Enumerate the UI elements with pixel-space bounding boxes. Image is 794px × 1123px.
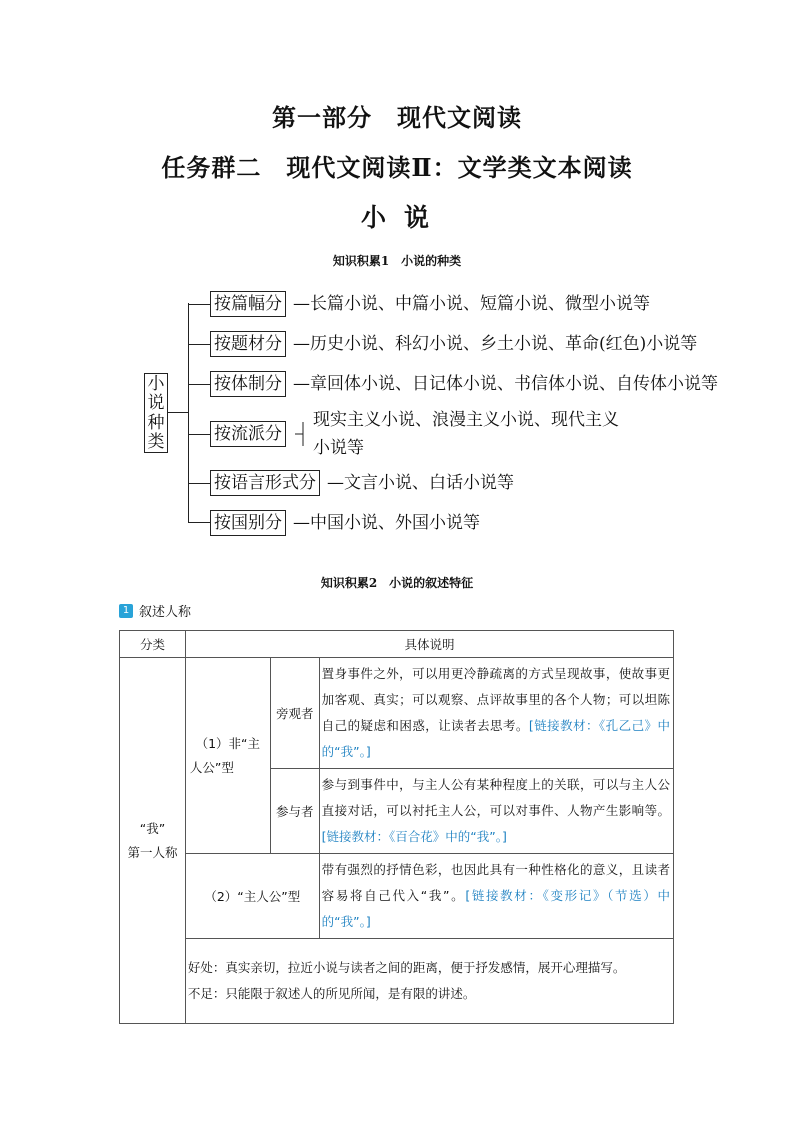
- branch-connector: [188, 304, 210, 305]
- novel-types-mindmap: [0, 0, 794, 560]
- table-header-row: [120, 631, 674, 658]
- cons-text: 不足：只能限于叙述人的所见所闻，是有限的讲述。: [187, 986, 476, 1001]
- branch-trunk: [188, 303, 189, 523]
- category-box: 按题材分: [210, 331, 286, 357]
- observer-link: [链接教材：《孔乙己》中的“我”。]: [321, 718, 670, 759]
- number-badge: 1: [119, 604, 133, 618]
- category-items: —中国小说、外国小说等: [293, 513, 480, 533]
- root-node: [144, 373, 168, 453]
- header-description: 具体说明: [185, 631, 673, 658]
- protagonist-type: （2）“主人公”型: [185, 854, 319, 939]
- section1-title: 知识积累1 小说的种类: [332, 254, 462, 268]
- protagonist-text: 带有强烈的抒情色彩，也因此具有一种性格化的意义，且读者容易将自己代入“我”。: [321, 862, 670, 903]
- participant-label: 参与者: [270, 769, 319, 854]
- participant-description: [319, 769, 673, 854]
- first-person-label: “我”: [139, 820, 166, 836]
- section2-title: 知识积累2 小说的叙述特征: [320, 576, 474, 590]
- observer-text: 置身事件之外，可以用更冷静疏离的方式呈现故事，使故事更加客观、真实；可以观察、点评故事里的各个人物；可以坦陈自己的疑虑和困惑，让读者去思考。: [321, 666, 670, 733]
- category-items: —文言小说、白话小说等: [327, 473, 514, 493]
- protagonist-link: [链接教材：《变形记》（节选）中的“我”。]: [321, 888, 670, 929]
- category-items: 小说等: [313, 438, 364, 458]
- category-items: —历史小说、科幻小说、乡土小说、革命(红色)小说等: [293, 334, 698, 354]
- genre-title: 小说: [360, 203, 447, 232]
- root-char: 种: [147, 412, 165, 433]
- participant-link: [链接教材：《百合花》中的“我”。]: [321, 829, 507, 844]
- category-box: 按语言形式分: [210, 470, 320, 496]
- category-box: 按流派分: [210, 421, 286, 447]
- task-title: 任务群二 现代文阅读Ⅱ：文学类文本阅读: [161, 153, 633, 182]
- branch-connector: [188, 344, 210, 345]
- subsection-label: [119, 601, 191, 620]
- non-protagonist-type: [185, 658, 270, 854]
- category-items: —长篇小说、中篇小说、短篇小说、微型小说等: [293, 294, 650, 314]
- category-box: 按体制分: [210, 371, 286, 397]
- header-category: 分类: [120, 631, 186, 658]
- root-char: 类: [147, 432, 165, 452]
- branch-connector: [188, 434, 210, 435]
- first-person-cell: [120, 658, 186, 1024]
- category-items: —章回体小说、日记体小说、书信体小说、自传体小说等: [293, 374, 718, 394]
- protagonist-description: [319, 854, 673, 939]
- narration-table: [119, 630, 674, 1024]
- subsection-label-text: 叙述人称: [139, 605, 192, 620]
- table-row: [120, 658, 674, 769]
- category-box: 按篇幅分: [210, 291, 286, 317]
- branch-connector: [188, 522, 210, 523]
- table-row: [120, 854, 674, 939]
- observer-label: 旁观者: [270, 658, 319, 769]
- pros-text: 好处：真实亲切，拉近小说与读者之间的距离，便于抒发感情，展开心理描写。: [187, 960, 626, 975]
- type-label: 人公”型: [189, 759, 234, 775]
- root-char: 说: [147, 393, 165, 413]
- pros-cons-cell: [185, 939, 673, 1024]
- branch-connector: [188, 483, 210, 484]
- observer-description: [319, 658, 673, 769]
- type-label: （1）非“主: [195, 735, 261, 751]
- category-box: 按国别分: [210, 510, 286, 536]
- branch-connector: [188, 384, 210, 385]
- part-title: 第一部分 现代文阅读: [272, 103, 522, 132]
- root-char: 小: [147, 373, 165, 394]
- first-person-label: 第一人称: [127, 844, 178, 860]
- root-connector: [168, 412, 188, 413]
- category-items: 现实主义小说、浪漫主义小说、现代主义: [313, 410, 619, 430]
- table-row: [120, 939, 674, 1024]
- bracket-connector: [293, 416, 315, 452]
- participant-text: 参与到事件中，与主人公有某种程度上的关联，可以与主人公直接对话，可以衬托主人公，可以对事件、人物产生影响等。: [321, 777, 670, 818]
